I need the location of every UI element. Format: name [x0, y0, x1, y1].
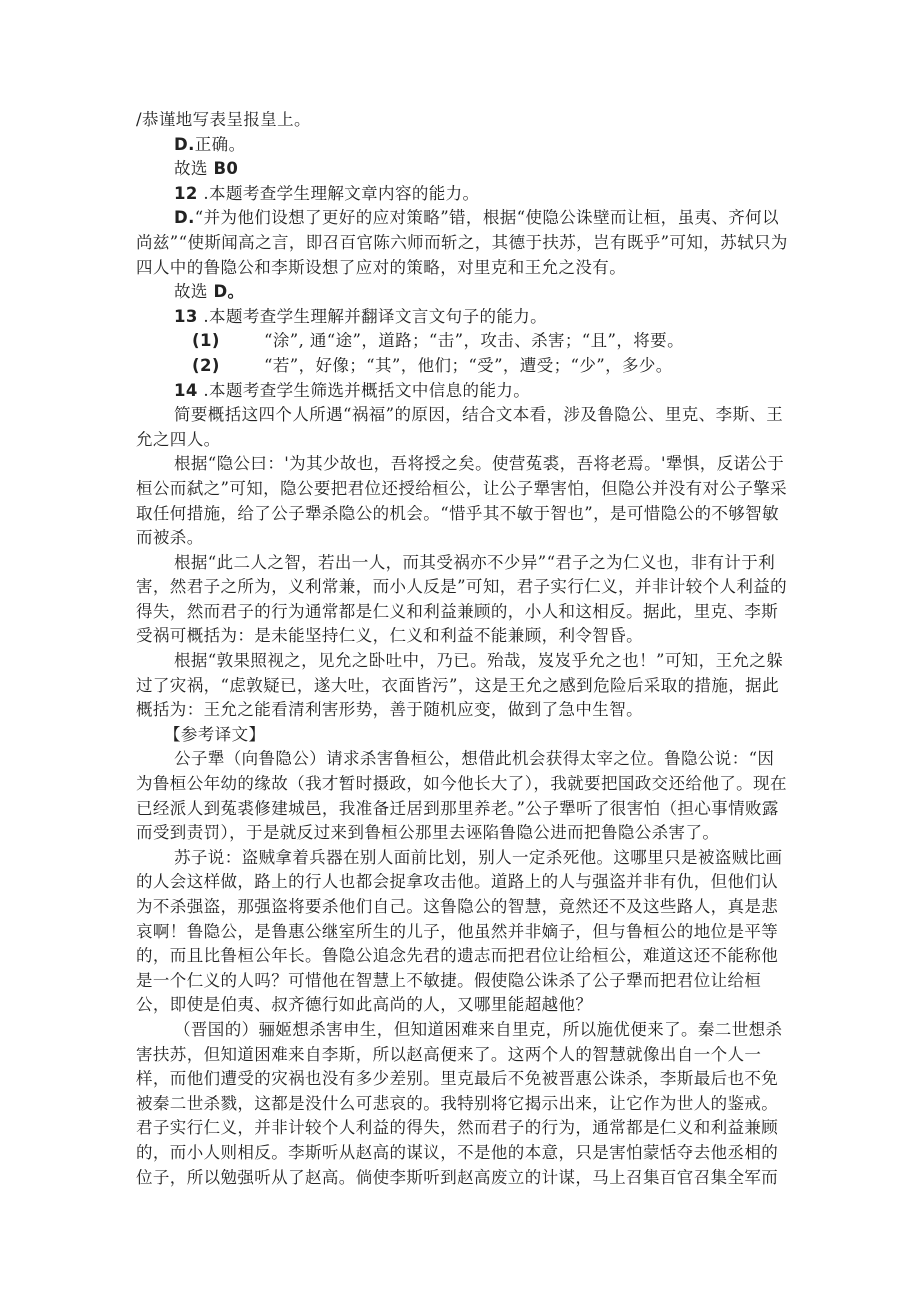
answer-choice [136, 157, 788, 182]
question-12 [136, 182, 788, 207]
answer-text: “涂”, 通“途”，道路；“击”，攻击、杀害；“且”，将要。 [264, 331, 684, 351]
question-text: .本题考查学生理解文章内容的能力。 [197, 183, 480, 203]
sub-answer-1 [136, 329, 788, 354]
question-text: .本题考查学生筛选并概括文中信息的能力。 [197, 380, 531, 400]
question-14 [136, 379, 788, 404]
paragraph: 根据“此二人之智，若出一人，而其受祸亦不少异”“君子之为仁义也，非有计于利害，然君子之所为，义利常兼，而小人反是”可知，君子实行仁义，并非计较个人利益的得失，然而君子的行为通常都是仁义和利益兼顾的，小人和这相反。据此，里克、李斯受祸可概括为：是未能坚持仁义，仁义和利益不能兼顾，利令智昏。 [136, 552, 788, 646]
translation-paragraph: 公子犟（向鲁隐公）请求杀害鲁桓公，想借此机会获得太宰之位。鲁隐公说：“因为鲁桓公年幼的缘故（我才暂时摄政，如今他长大了），我就要把国政交还给他了。现在已经派人到菟裘修建城邑，我准备迁居到那里养老。”公子犟听了很害怕（担心事情败露而受到责罚），于是就反过来到鲁桓公那里去诬陷鲁隐公进而把鲁隐公杀害了。 [136, 749, 787, 843]
translation-paragraph: 苏子说：盗贼拿着兵器在别人面前比划，别人一定杀死他。这哪里只是被盗贼比画的人会这样做，路上的行人也都会捉拿攻击他。道路上的人与强盗并非有仇，但他们认为不杀强盗，那强盗将要杀他们自己。这鲁隐公的智慧，竟然还不及这些路人，真是悲哀啊！鲁隐公，是鲁惠公继室所生的儿子，他虽然并非嫡子，但与鲁桓公的地位是平等的，而且比鲁桓公年长。鲁隐公追念先君的遗志而把君位让给桓公，难道这还不能称他是一个仁义的人吗？可惜他在智慧上不敏捷。假使隐公诛杀了公子犟而把君位让给桓公，即使是伯夷、叔齐德行如此高尚的人，又哪里能超越他？ [136, 847, 783, 1015]
text-line: /恭谨地写表呈报皇上。 [136, 110, 311, 129]
answer-text: “并为他们设想了更好的应对策略”错，根据“使隐公诛壁而让桓，虽夷、齐何以尚兹”“使斯闻高之言，即召百官陈六师而斩之，其德于扶苏，岂有既乎”可知，苏轼只为四人中的鲁隐公和李斯设想了应对的策略，对里克和王允之没有。 [136, 208, 788, 277]
option-label: D. [174, 208, 195, 228]
option-label: D. [174, 134, 195, 154]
translation-paragraph: （晋国的）骊姬想杀害申生，但知道困难来自里克，所以施优便来了。秦二世想杀害扶苏，但知道困难来自李斯，所以赵高便来了。这两个人的智慧就像出自一个人一样，而他们遭受的灾祸也没有多少差别。里克最后不免被晋惠公诛杀，李斯最后也不免被秦二世杀戮，这都是没什么可悲哀的。我特别将它揭示出来，让它作为世人的鉴戒。君子实行仁义，并非计较个人利益的得失，然而君子的行为，通常都是仁义和利益兼顾的，而小人则相反。李斯听从赵高的谋议，不是他的本意，只是害怕蒙恬夺去他丞相的位子，所以勉强听从了赵高。倘使李斯听到赵高废立的计谋，马上召集百官召集全军而 [136, 1019, 783, 1187]
answer-text: 故选 [174, 159, 214, 179]
question-number: 13 [174, 306, 198, 326]
question-number: 14 [174, 380, 198, 400]
answer-text: 正确。 [194, 134, 246, 154]
sub-label: (1) [192, 331, 220, 351]
answer-choice [136, 280, 788, 305]
option-label: B0 [213, 159, 239, 179]
question-13 [136, 305, 788, 330]
sub-answer-2 [136, 354, 788, 379]
paragraph: 简要概括这四个人所遇“祸福”的原因，结合文本看，涉及鲁隐公、里克、李斯、王允之四人。 [136, 405, 784, 449]
answer-text: 故选 [174, 282, 214, 302]
question-text: .本题考查学生理解并翻译文言文句子的能力。 [197, 306, 548, 326]
document-body [136, 108, 788, 1190]
paragraph: 根据“敦果照视之，见允之卧吐中，乃已。殆哉，岌岌乎允之也！”可知，王允之躲过了灾祸，“虑敦疑已，遂大吐，衣面皆污”，这是王允之感到危险后采取的措施，据此概括为：王允之能看清利害形势，善于随机应变，做到了急中生智。 [136, 651, 784, 720]
answer-d [136, 133, 788, 158]
question-number: 12 [174, 183, 198, 203]
sub-label: (2) [192, 355, 220, 375]
paragraph: 根据“隐公曰：'为其少故也，吾将授之矣。使营菟裘，吾将老焉。'犟惧，反诺公于桓公而弑之”可知，隐公要把君位还授给桓公，让公子犟害怕，但隐公并没有对公子擎采取任何措施，给了公子犟杀隐公的机会。“惜乎其不敏于智也”，是可惜隐公的不够智敏而被杀。 [136, 454, 788, 548]
option-label: D。 [213, 282, 245, 302]
answer-text: “若”，好像；“其”，他们；“受”，遭受；“少”，多少。 [264, 355, 673, 375]
reference-translation-title: 【参考译文】 [164, 724, 266, 744]
answer-d-explanation [136, 206, 788, 280]
